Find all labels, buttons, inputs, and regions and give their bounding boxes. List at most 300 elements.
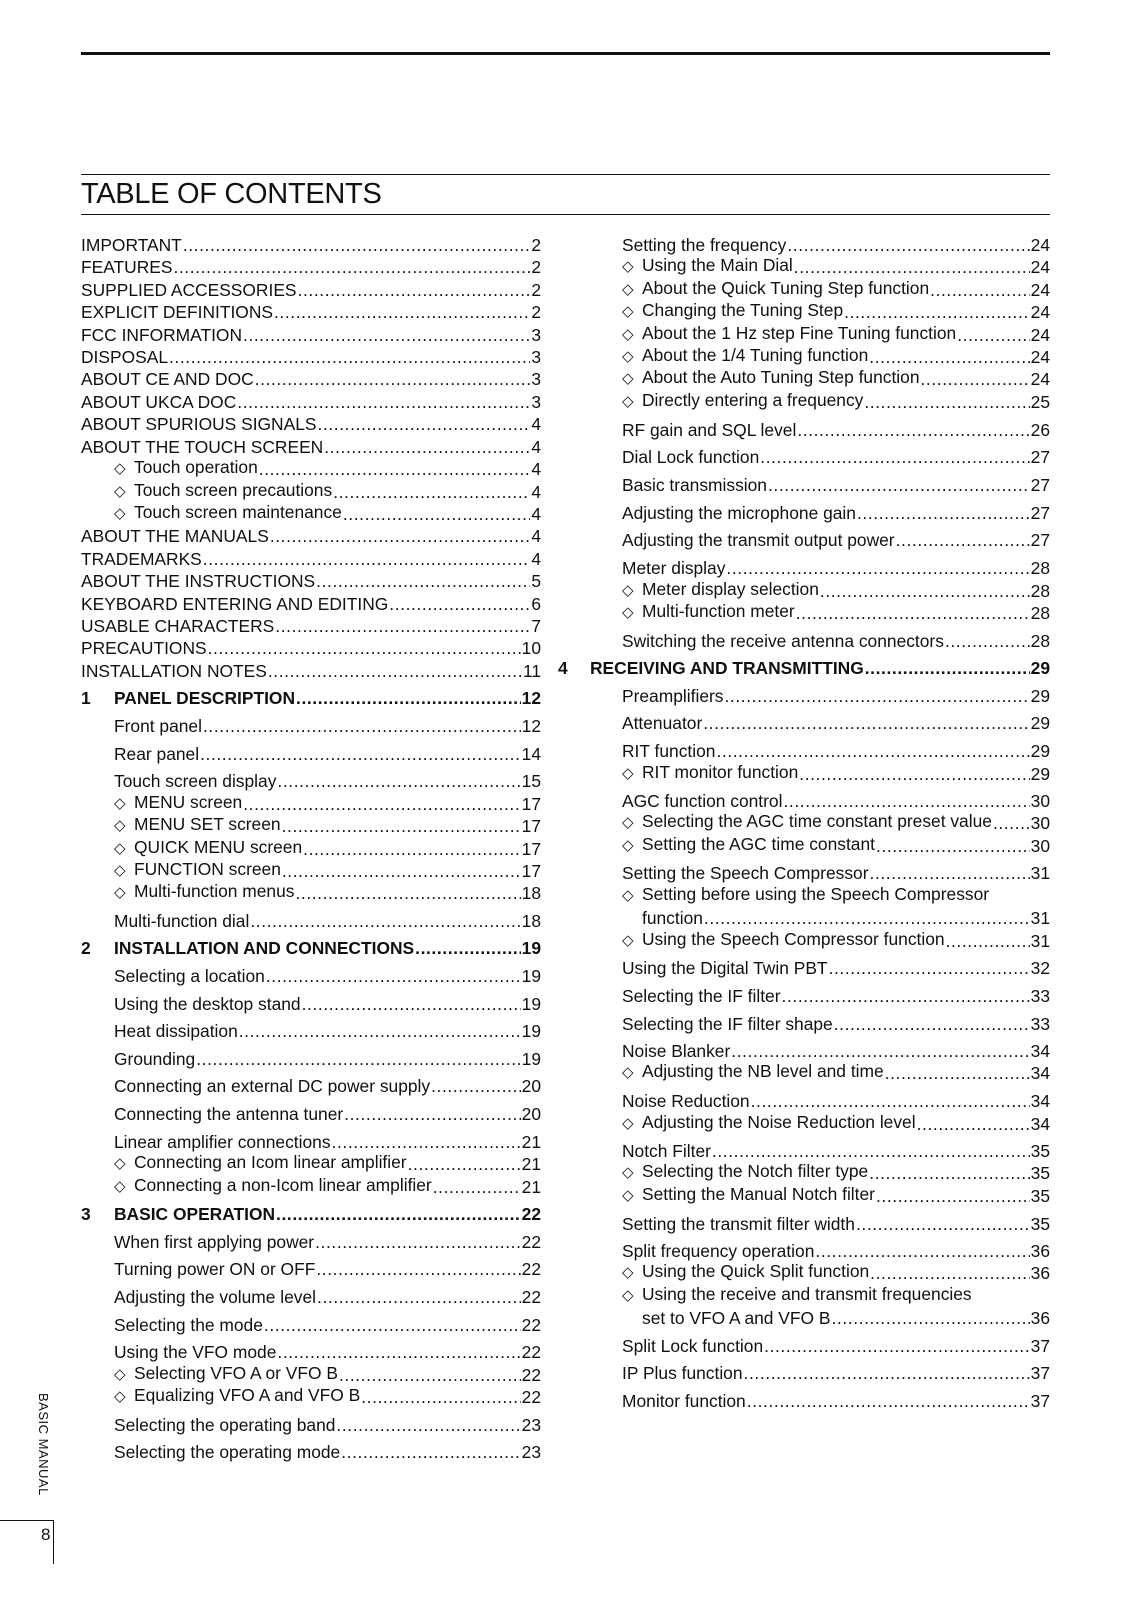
page-number-rule-vertical (53, 1520, 54, 1564)
entry-label (622, 419, 796, 441)
left-entry[interactable] (81, 548, 541, 570)
dot-leader (243, 793, 520, 815)
diamond-bullet-icon: ◇ (622, 604, 634, 621)
dot-leader (173, 256, 530, 278)
right-entry[interactable] (590, 1040, 1050, 1062)
entry-label (114, 479, 332, 503)
entry-title: FUNCTION screen (134, 859, 281, 879)
right-entry[interactable] (590, 907, 1050, 929)
dot-leader (415, 937, 521, 959)
dot-leader (316, 1258, 520, 1280)
entry-page-number: 37 (1030, 1336, 1050, 1356)
dot-leader (957, 324, 1029, 346)
dot-leader (200, 743, 521, 765)
left-entry[interactable] (81, 615, 541, 637)
dot-leader (724, 685, 1029, 707)
entry-label (622, 761, 798, 785)
right-entry[interactable] (590, 812, 1050, 834)
left-entry[interactable] (81, 1131, 541, 1153)
entry-page-number: 2 (531, 235, 541, 255)
right-entry[interactable] (590, 1285, 1050, 1307)
right-entry[interactable] (590, 1362, 1050, 1384)
dot-leader (832, 1307, 1030, 1329)
right-entry[interactable] (590, 1262, 1050, 1284)
entry-page-number: 28 (1030, 581, 1050, 601)
left-entry[interactable] (81, 503, 541, 525)
right-entry[interactable] (590, 446, 1050, 468)
left-entry[interactable] (81, 910, 541, 932)
dot-leader (870, 862, 1030, 884)
entry-title: Noise Reduction (622, 1091, 750, 1111)
entry-page-number: 31 (1030, 863, 1050, 883)
right-entry[interactable] (590, 346, 1050, 368)
right-entry[interactable] (590, 256, 1050, 278)
entry-page-number: 22 (521, 1204, 541, 1224)
right-entry[interactable] (590, 1335, 1050, 1357)
left-entry[interactable] (81, 1414, 541, 1436)
dot-leader (865, 657, 1030, 679)
right-entry[interactable] (590, 301, 1050, 323)
right-entry[interactable] (590, 234, 1050, 256)
left-entry[interactable] (81, 593, 541, 615)
left-entry[interactable] (81, 743, 541, 765)
entry-title: Grounding (114, 1049, 196, 1069)
right-entry[interactable] (590, 324, 1050, 346)
entry-label (114, 715, 202, 737)
dot-leader (302, 993, 521, 1015)
entry-label (114, 743, 199, 765)
entry-page-number: 37 (1030, 1391, 1050, 1411)
left-entry[interactable] (81, 1020, 541, 1042)
dot-leader (783, 790, 1029, 812)
entry-page-number: 30 (1030, 813, 1050, 833)
entry-page-number: 23 (521, 1415, 541, 1435)
dot-leader (339, 1364, 521, 1386)
entry-title: Touch operation (134, 457, 258, 477)
entry-label (622, 790, 782, 812)
left-entry[interactable] (81, 301, 541, 323)
chapter-number: 1 (81, 688, 91, 708)
diamond-bullet-icon: ◇ (622, 582, 634, 599)
right-entry[interactable] (590, 279, 1050, 301)
entry-page-number: 27 (1030, 475, 1050, 495)
right-entry[interactable] (590, 368, 1050, 390)
entry-title: Split frequency operation (622, 1241, 815, 1261)
dot-leader (317, 1286, 521, 1308)
entry-title: Split Lock function (622, 1336, 764, 1356)
dot-leader (876, 835, 1030, 857)
dot-leader (266, 965, 521, 987)
entry-title: FCC INFORMATION (81, 325, 243, 345)
right-entry[interactable] (590, 1062, 1050, 1084)
right-entry[interactable] (590, 557, 1050, 579)
right-entry[interactable] (590, 391, 1050, 413)
entry-label (81, 346, 168, 368)
entry-title: Connecting a non-Icom linear amplifier (134, 1175, 432, 1195)
right-entry[interactable] (590, 930, 1050, 952)
entry-title: Attenuator (622, 713, 703, 733)
dot-leader (344, 1103, 521, 1125)
diamond-bullet-icon: ◇ (622, 765, 634, 782)
entry-title: Changing the Tuning Step (642, 300, 844, 320)
right-entry[interactable] (590, 474, 1050, 496)
dot-leader (896, 529, 1030, 551)
right-entry[interactable] (590, 790, 1050, 812)
diamond-bullet-icon: ◇ (622, 1287, 634, 1304)
right-entry[interactable] (590, 712, 1050, 734)
entry-label (114, 1441, 340, 1463)
entry-title: TRADEMARKS (81, 549, 202, 569)
entry-title: When first applying power (114, 1232, 315, 1252)
diamond-bullet-icon: ◇ (622, 393, 634, 410)
right-entry[interactable] (590, 957, 1050, 979)
entry-page-number: 24 (1030, 235, 1050, 255)
right-entry[interactable] (590, 740, 1050, 762)
dot-leader (782, 985, 1030, 1007)
entry-page-number: 21 (521, 1132, 541, 1152)
dot-leader (796, 602, 1030, 624)
entry-page-number: 10 (521, 638, 541, 658)
dot-leader (869, 346, 1029, 368)
entry-page-number: 35 (1030, 1141, 1050, 1161)
dot-leader (169, 346, 530, 368)
entry-title: SUPPLIED ACCESSORIES (81, 280, 297, 300)
entry-title: IP Plus function (622, 1363, 743, 1383)
left-entry[interactable] (81, 882, 541, 904)
entry-label (622, 1060, 884, 1084)
left-entry[interactable] (81, 793, 541, 815)
left-entry[interactable] (81, 1364, 541, 1386)
left-entry[interactable] (81, 458, 541, 480)
right-entry[interactable] (590, 1090, 1050, 1112)
entry-title: MENU screen (134, 792, 243, 812)
left-entry[interactable] (81, 965, 541, 987)
entry-label (114, 1414, 335, 1436)
entry-label (622, 1111, 916, 1135)
entry-label (622, 600, 795, 624)
sidebar-label: BASIC MANUAL (36, 1393, 51, 1496)
right-entry[interactable] (590, 630, 1050, 652)
entry-title: About the Auto Tuning Step function (642, 367, 920, 387)
entry-page-number: 31 (1030, 931, 1050, 951)
entry-label (81, 525, 269, 547)
right-entry[interactable] (558, 657, 1050, 679)
entry-label (622, 957, 828, 979)
left-entry[interactable] (81, 436, 541, 458)
left-entry[interactable] (81, 838, 541, 860)
entry-title: Notch Filter (622, 1141, 711, 1161)
dot-leader (864, 391, 1029, 413)
entry-title: function (642, 908, 703, 928)
entry-label (114, 836, 302, 860)
left-entry[interactable] (81, 1203, 541, 1225)
entry-page-number: 19 (521, 1021, 541, 1041)
dot-leader (834, 1013, 1030, 1035)
right-entry[interactable] (590, 1213, 1050, 1235)
left-entry[interactable] (81, 993, 541, 1015)
entry-label (114, 687, 295, 709)
entry-title: About the Quick Tuning Step function (642, 278, 930, 298)
entry-page-number: 28 (1030, 603, 1050, 623)
dot-leader (917, 1113, 1030, 1135)
left-entry[interactable] (81, 525, 541, 547)
entry-page-number: 19 (521, 1049, 541, 1069)
left-entry[interactable] (81, 368, 541, 390)
right-entry[interactable] (590, 1185, 1050, 1207)
entry-title: ABOUT THE INSTRUCTIONS (81, 571, 316, 591)
entry-label (622, 234, 786, 256)
left-entry[interactable] (81, 1075, 541, 1097)
entry-label (622, 474, 767, 496)
entry-title: Using the receive and transmit frequencies (642, 1284, 972, 1304)
left-entry[interactable] (81, 660, 541, 682)
entry-title: About the 1/4 Tuning function (642, 345, 869, 365)
dot-leader (277, 770, 520, 792)
left-entry[interactable] (81, 324, 541, 346)
diamond-bullet-icon: ◇ (114, 795, 126, 812)
entry-page-number: 28 (1030, 558, 1050, 578)
entry-label (622, 712, 702, 734)
right-entry[interactable] (590, 1162, 1050, 1184)
right-entry[interactable] (590, 502, 1050, 524)
entry-page-number: 2 (531, 257, 541, 277)
left-entry[interactable] (81, 715, 541, 737)
left-entry[interactable] (81, 1153, 541, 1175)
left-entry[interactable] (81, 1441, 541, 1463)
left-entry[interactable] (81, 937, 541, 959)
entry-title: Turning power ON or OFF (114, 1259, 316, 1279)
entry-page-number: 30 (1030, 791, 1050, 811)
diamond-bullet-icon: ◇ (622, 837, 634, 854)
entry-title: FEATURES (81, 257, 173, 277)
dot-leader (885, 1062, 1030, 1084)
dot-leader (324, 436, 530, 458)
entry-page-number: 27 (1030, 447, 1050, 467)
entry-page-number: 24 (1030, 257, 1050, 277)
left-entry[interactable] (81, 815, 541, 837)
right-entry[interactable] (590, 862, 1050, 884)
entry-label (81, 279, 297, 301)
left-entry[interactable] (81, 1176, 541, 1198)
entry-title: Meter display (622, 558, 726, 578)
right-entry[interactable] (590, 580, 1050, 602)
right-entry[interactable] (590, 1113, 1050, 1135)
entry-title: MENU SET screen (134, 814, 281, 834)
right-entry[interactable] (590, 419, 1050, 441)
entry-label (622, 254, 793, 278)
left-entry[interactable] (81, 1231, 541, 1253)
dot-leader (946, 930, 1030, 952)
dot-leader (259, 458, 531, 480)
entry-page-number: 3 (531, 325, 541, 345)
entry-label (114, 1341, 276, 1363)
entry-page-number: 3 (531, 369, 541, 389)
dot-leader (303, 838, 521, 860)
entry-label (114, 1075, 430, 1097)
right-entry[interactable] (590, 1240, 1050, 1262)
diamond-bullet-icon: ◇ (114, 460, 126, 477)
entry-page-number: 33 (1030, 986, 1050, 1006)
entry-page-number: 19 (521, 966, 541, 986)
entry-page-number: 36 (1030, 1308, 1050, 1328)
entry-label (622, 529, 895, 551)
entry-label (114, 1131, 331, 1153)
entry-label (114, 1103, 343, 1125)
entry-label (622, 1260, 869, 1284)
entry-page-number: 36 (1030, 1263, 1050, 1283)
entry-title: Multi-function dial (114, 911, 250, 931)
entry-label (114, 1362, 338, 1386)
entry-page-number: 29 (1030, 764, 1050, 784)
entry-page-number: 12 (521, 688, 541, 708)
entry-label (622, 810, 992, 834)
dot-leader (361, 1386, 520, 1408)
left-entry[interactable] (81, 1286, 541, 1308)
right-entry[interactable] (590, 602, 1050, 624)
left-entry[interactable] (81, 481, 541, 503)
dot-leader (787, 234, 1029, 256)
entry-label (622, 1040, 730, 1062)
entry-label (81, 615, 274, 637)
left-entry[interactable] (81, 770, 541, 792)
dot-leader (208, 637, 521, 659)
dot-leader (343, 503, 530, 525)
entry-title: Touch screen precautions (134, 480, 333, 500)
left-entry[interactable] (81, 391, 541, 413)
right-entry[interactable] (590, 985, 1050, 1007)
entry-page-number: 24 (1030, 325, 1050, 345)
entry-title: Selecting the operating band (114, 1415, 336, 1435)
diamond-bullet-icon: ◇ (114, 1366, 126, 1383)
entry-page-number: 33 (1030, 1014, 1050, 1034)
dot-leader (315, 1231, 521, 1253)
entry-page-number: 22 (521, 1315, 541, 1335)
dot-leader (870, 1262, 1029, 1284)
entry-label (114, 993, 301, 1015)
right-entry[interactable] (590, 885, 1050, 907)
entry-label (622, 1283, 1050, 1307)
left-entry[interactable] (81, 570, 541, 592)
entry-title: Setting the AGC time constant (642, 834, 875, 854)
dot-leader (203, 548, 531, 570)
entry-title: KEYBOARD ENTERING AND EDITING (81, 594, 389, 614)
entry-label (622, 928, 945, 952)
entry-label (114, 880, 294, 904)
entry-page-number: 34 (1030, 1091, 1050, 1111)
diamond-bullet-icon: ◇ (622, 281, 634, 298)
entry-page-number: 36 (1030, 1241, 1050, 1261)
dot-leader (250, 910, 520, 932)
left-entry[interactable] (81, 687, 541, 709)
dot-leader (282, 860, 521, 882)
entry-label (622, 740, 715, 762)
entry-title: Setting the Speech Compressor (622, 863, 869, 883)
entry-page-number: 34 (1030, 1114, 1050, 1134)
left-entry[interactable] (81, 234, 541, 256)
entry-label (114, 770, 276, 792)
entry-label (81, 593, 388, 615)
entry-label (114, 1174, 432, 1198)
right-entry[interactable] (590, 529, 1050, 551)
left-entry[interactable] (81, 1314, 541, 1336)
left-entry[interactable] (81, 346, 541, 368)
entry-label (81, 234, 182, 256)
right-entry[interactable] (590, 685, 1050, 707)
right-entry[interactable] (590, 763, 1050, 785)
left-entry[interactable] (81, 1103, 541, 1125)
diamond-bullet-icon: ◇ (622, 1164, 634, 1181)
dot-leader (264, 1314, 521, 1336)
entry-page-number: 22 (521, 1259, 541, 1279)
entry-title: EXPLICIT DEFINITIONS (81, 302, 273, 322)
entry-title: ABOUT SPURIOUS SIGNALS (81, 414, 317, 434)
left-entry[interactable] (81, 256, 541, 278)
left-entry[interactable] (81, 413, 541, 435)
entry-page-number: 29 (1030, 713, 1050, 733)
entry-title: BASIC OPERATION (114, 1204, 276, 1224)
entry-page-number: 18 (521, 911, 541, 931)
entry-title: Touch screen maintenance (134, 502, 342, 522)
entry-label (622, 299, 843, 323)
entry-title: ABOUT CE AND DOC (81, 369, 254, 389)
dot-leader (316, 570, 530, 592)
entry-label (590, 657, 864, 679)
right-entry[interactable] (590, 835, 1050, 857)
left-entry[interactable] (81, 1048, 541, 1070)
dot-leader (930, 279, 1030, 301)
entry-label (622, 1160, 868, 1184)
entry-label (622, 344, 868, 368)
entry-label (622, 630, 944, 652)
entry-page-number: 34 (1030, 1041, 1050, 1061)
entry-page-number: 24 (1030, 347, 1050, 367)
entry-title: Meter display selection (642, 579, 819, 599)
diamond-bullet-icon: ◇ (622, 1064, 634, 1081)
entry-title: Preamplifiers (622, 686, 724, 706)
right-entry[interactable] (590, 1307, 1050, 1329)
left-entry[interactable] (81, 1386, 541, 1408)
entry-label (622, 1090, 750, 1112)
entry-title: AGC function control (622, 791, 783, 811)
left-entry[interactable] (81, 1258, 541, 1280)
entry-label (622, 1183, 875, 1207)
entry-label (114, 1203, 275, 1225)
diamond-bullet-icon: ◇ (622, 932, 634, 949)
left-entry[interactable] (81, 637, 541, 659)
entry-label (81, 413, 316, 435)
entry-label (622, 557, 725, 579)
entry-page-number: 24 (1030, 369, 1050, 389)
entry-page-number: 17 (521, 794, 541, 814)
left-entry[interactable] (81, 860, 541, 882)
entry-title: QUICK MENU screen (134, 837, 303, 857)
left-entry[interactable] (81, 279, 541, 301)
entry-label (622, 1240, 814, 1262)
left-entry[interactable] (81, 1341, 541, 1363)
entry-label (114, 1151, 407, 1175)
entry-label (114, 1314, 263, 1336)
right-entry[interactable] (590, 1390, 1050, 1412)
right-entry[interactable] (590, 1013, 1050, 1035)
right-entry[interactable] (590, 1140, 1050, 1162)
entry-title: Selecting the mode (114, 1315, 263, 1335)
entry-title: Selecting the Notch filter type (642, 1161, 869, 1181)
dot-leader (282, 815, 521, 837)
entry-title: PANEL DESCRIPTION (114, 688, 296, 708)
entry-page-number: 25 (1030, 392, 1050, 412)
entry-label (114, 1286, 316, 1308)
entry-page-number: 14 (521, 744, 541, 764)
